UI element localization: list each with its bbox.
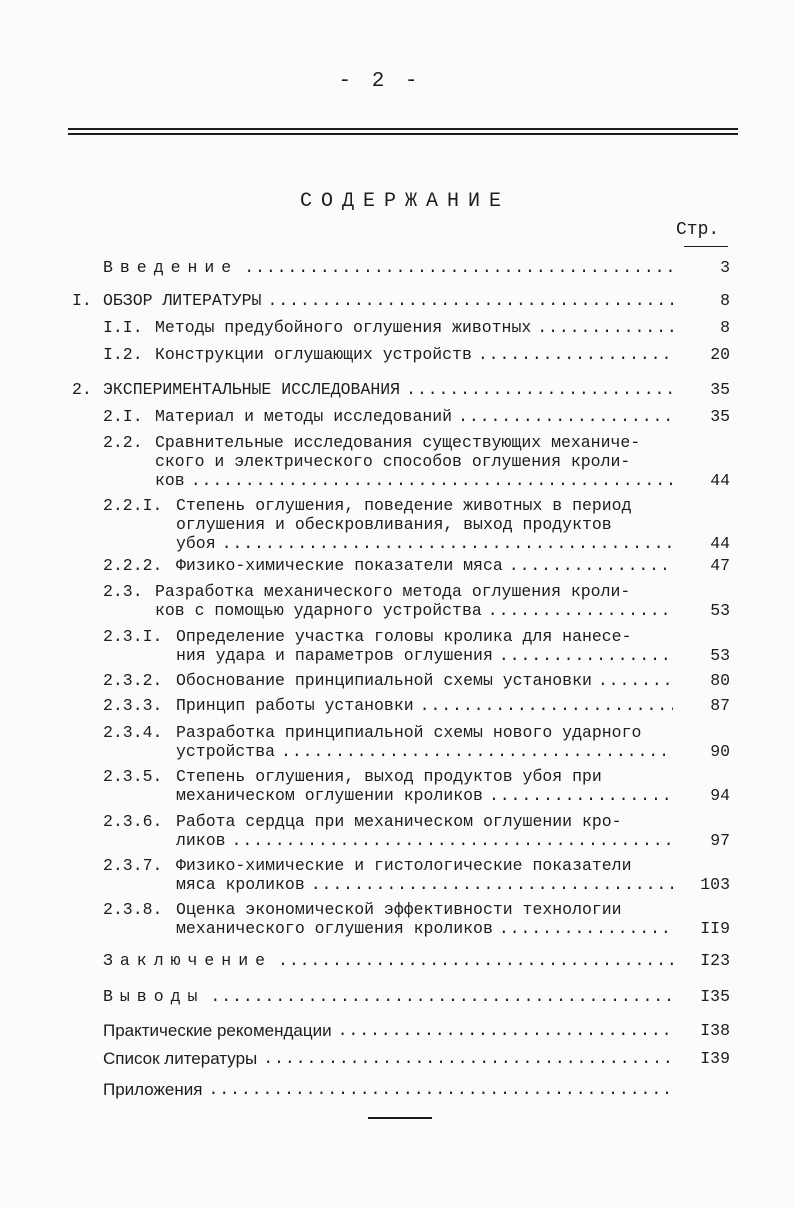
toc-entry-number: 2.3.3. [103, 696, 163, 715]
toc-entry-page: 97 [710, 831, 730, 850]
page-column-header: Стр. [676, 220, 720, 240]
leader-dots [592, 671, 673, 690]
leader-dots [400, 380, 673, 399]
leader-dots [452, 407, 673, 426]
toc-entry-title: Методы предубойного оглушения животных [155, 318, 532, 337]
toc-entry-page: 35 [710, 380, 730, 399]
top-rule [68, 128, 738, 130]
leader-dots [414, 696, 673, 715]
leader-dots [226, 831, 673, 850]
toc-entry [0, 812, 794, 850]
toc-entry-text-line: Физико-химические и гистологические показатели [176, 856, 632, 875]
toc-entry-title: Заключение [103, 951, 273, 970]
leader-dots [257, 1049, 673, 1068]
toc-entry [0, 627, 794, 665]
toc-entry-text-line: Степень оглушения, выход продуктов убоя при [176, 767, 602, 786]
page-number: - 2 - [338, 70, 422, 93]
toc-entry [0, 1021, 794, 1040]
toc-entry-number: I. [72, 291, 92, 310]
leader-dots [275, 742, 673, 761]
toc-entry [0, 951, 794, 970]
toc-entry-title: Конструкции оглушающих устройств [155, 345, 472, 364]
toc-entry [0, 258, 794, 277]
leader-dots [472, 345, 673, 364]
toc-entry-text-line: Разработка механического метода оглушения кроли- [155, 582, 631, 601]
toc-entry [0, 1049, 794, 1068]
toc-entry-page: 44 [710, 534, 730, 553]
toc-entry-title: ОБЗОР ЛИТЕРАТУРЫ [103, 291, 262, 310]
toc-entry-title: Материал и методы исследований [155, 407, 453, 426]
toc-entry [0, 900, 794, 938]
leader-dots [482, 601, 673, 620]
toc-entry-number: I.I. [103, 318, 143, 337]
toc-entry-page: 8 [720, 291, 730, 310]
leader-dots [493, 919, 673, 938]
toc-entry-page: 44 [710, 471, 730, 490]
leader-dots [305, 875, 673, 894]
toc-entry [0, 1080, 794, 1099]
toc-entry [0, 318, 794, 337]
toc-entry [0, 380, 794, 399]
toc-entry-page: 80 [710, 671, 730, 690]
toc-entry-number: 2.3. [103, 582, 143, 601]
toc-entry-page: 90 [710, 742, 730, 761]
toc-entry [0, 407, 794, 426]
toc-entry [0, 723, 794, 761]
toc-entry-title: Список литературы [103, 1049, 258, 1068]
toc-entry-page: 94 [710, 786, 730, 805]
leader-dots [272, 951, 673, 970]
toc-entry [0, 856, 794, 894]
toc-entry-page: I23 [700, 951, 730, 970]
toc-entry-text-line: оглушения и обескровливания, выход продуктов [176, 515, 612, 534]
toc-entry-number: 2.3.2. [103, 671, 163, 690]
toc-entry-title: Выводы [103, 987, 205, 1006]
toc-entry-title: Приложения [103, 1080, 203, 1099]
leader-dots [531, 318, 673, 337]
toc-entry-title: ков [155, 471, 185, 490]
toc-entry-number: 2.3.4. [103, 723, 163, 742]
toc-entry [0, 291, 794, 310]
toc-entry-page: 8 [720, 318, 730, 337]
toc-entry-page: 20 [710, 345, 730, 364]
toc-entry-number: 2.3.7. [103, 856, 163, 875]
toc-entry-page: 53 [710, 601, 730, 620]
toc-entry-text-line: Сравнительные исследования существующих механиче- [155, 433, 641, 452]
toc-entry-title: Практические рекомендации [103, 1021, 332, 1040]
toc-entry [0, 582, 794, 620]
toc-entry-title: механическом оглушении кроликов [176, 786, 483, 805]
toc-entry-page: II9 [700, 919, 730, 938]
leader-dots [202, 1080, 673, 1099]
toc-entry-text-line: Разработка принципиальной схемы нового ударного [176, 723, 642, 742]
toc-entry-title: Введение [103, 258, 239, 277]
toc-entry-title: убоя [176, 534, 216, 553]
leader-dots [493, 646, 673, 665]
toc-entry-title: ликов [176, 831, 226, 850]
leader-dots [261, 291, 673, 310]
toc-entry-title: ния удара и параметров оглушения [176, 646, 493, 665]
top-rule-second [68, 133, 738, 135]
toc-entry-number: 2.2.I. [103, 496, 163, 515]
toc-entry [0, 433, 794, 490]
toc-entry-title: ЭКСПЕРИМЕНТАЛЬНЫЕ ИССЛЕДОВАНИЯ [103, 380, 401, 399]
toc-entry-text-line: Степень оглушения, поведение животных в период [176, 496, 632, 515]
toc-entry-title: устройства [176, 742, 276, 761]
toc-entry-page: I38 [700, 1021, 730, 1040]
toc-entry [0, 696, 794, 715]
toc-entry [0, 987, 794, 1006]
toc-entry-number: 2.3.5. [103, 767, 163, 786]
toc-entry-number: 2.2. [103, 433, 143, 452]
toc-entry-number: 2. [72, 380, 92, 399]
toc-entry-text-line: Работа сердца при механическом оглушении кро- [176, 812, 622, 831]
toc-entry-page: I39 [700, 1049, 730, 1068]
toc-entry-number: I.2. [103, 345, 143, 364]
leader-dots [503, 556, 673, 575]
toc-entry-page: 35 [710, 407, 730, 426]
toc-entry-number: 2.I. [103, 407, 143, 426]
toc-entry [0, 556, 794, 575]
toc-entry [0, 767, 794, 805]
toc-entry-number: 2.3.8. [103, 900, 163, 919]
toc-entry-page: I35 [700, 987, 730, 1006]
toc-entry-number: 2.2.2. [103, 556, 163, 575]
toc-entry-text-line: Определение участка головы кролика для нанесе- [176, 627, 632, 646]
toc-entry [0, 671, 794, 690]
toc-entry-number: 2.3.6. [103, 812, 163, 831]
toc-entry-title: Принцип работы установки [176, 696, 414, 715]
toc-entry [0, 345, 794, 364]
leader-dots [216, 534, 673, 553]
toc-entry-title: Обоснование принципиальной схемы установки [176, 671, 592, 690]
toc-entry-text-line: Оценка экономической эффективности технологии [176, 900, 622, 919]
toc-entry-number: 2.3.I. [103, 627, 163, 646]
leader-dots [204, 987, 673, 1006]
leader-dots [332, 1021, 673, 1040]
toc-entry-text-line: ского и электрического способов оглушения кроли- [155, 452, 631, 471]
leader-dots [185, 471, 673, 490]
toc-entry-page: 53 [710, 646, 730, 665]
toc-entry-title: механического оглушения кроликов [176, 919, 493, 938]
toc-entry-page: 103 [700, 875, 730, 894]
leader-dots [483, 786, 673, 805]
toc-entry [0, 496, 794, 553]
end-rule [368, 1117, 432, 1119]
toc-entry-page: 87 [710, 696, 730, 715]
toc-entry-page: 47 [710, 556, 730, 575]
toc-entry-title: мяса кроликов [176, 875, 305, 894]
page-column-underline [684, 246, 728, 247]
toc-entry-page: 3 [720, 258, 730, 277]
toc-title: СОДЕРЖАНИЕ [299, 190, 511, 213]
leader-dots [238, 258, 673, 277]
toc-entry-title: Физико-химические показатели мяса [176, 556, 503, 575]
toc-entry-title: ков с помощью ударного устройства [155, 601, 482, 620]
